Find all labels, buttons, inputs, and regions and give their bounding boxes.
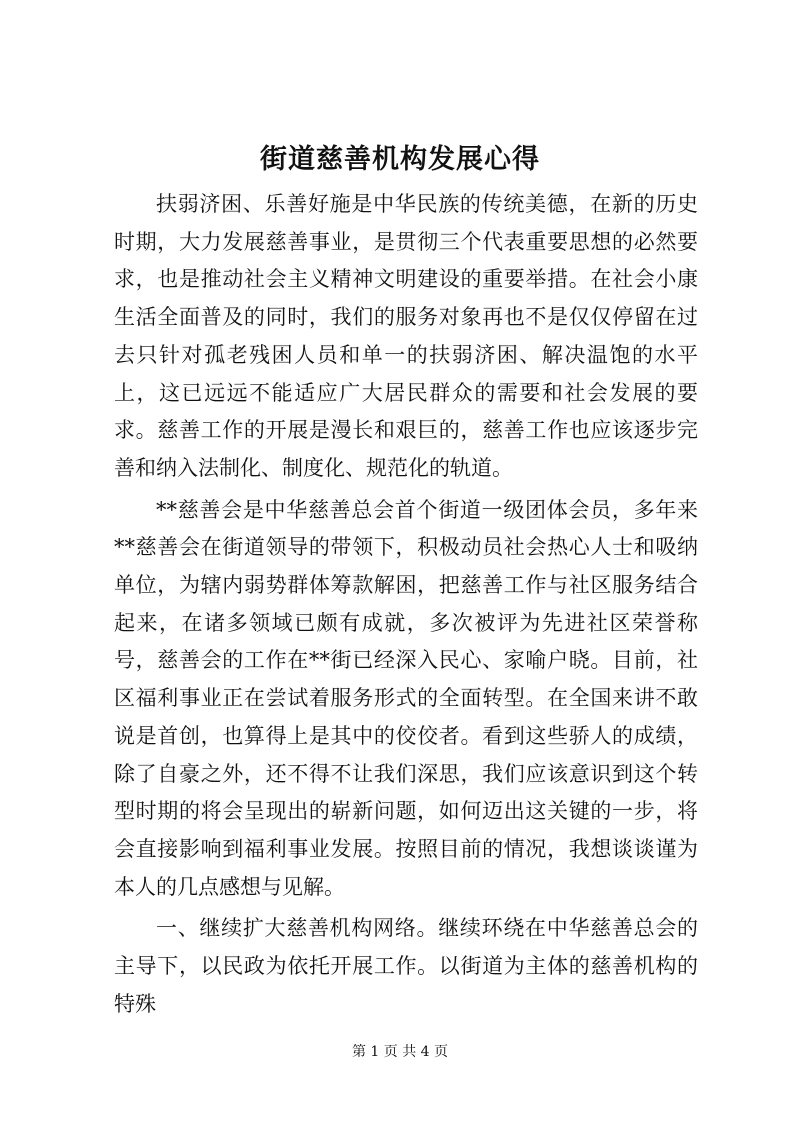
document-title: 街道慈善机构发展心得 (260, 144, 540, 175)
paragraph-2: **慈善会是中华慈善总会首个街道一级团体会员，多年来**慈善会在街道领导的带领下，积极动员社会热心人士和吸纳单位，为辖内弱势群体筹款解困，把慈善工作与社区服务结合起来，在诸多领域已颇有成就，多次被评为先进社区荣誉称号，慈善会的工作在**街已经深入民心、家喻户晓。目前，社区福利事业正在尝试着服务形式的全面转型。在全国来讲不敢说是首创，也算得上是其中的佼佼者。看到这些骄人的成绩，除了自豪之外，还不得不让我们深思，我们应该意识到这个转型时期的将会呈现出的崭新问题，如何迈出这关键的一步，将会直接影响到福利事业发展。按照目前的情况，我想谈谈谨为本人的几点感想与见解。 (114, 497, 698, 899)
page-number-footer: 第 1 页 共 4 页 (351, 1044, 449, 1060)
document-body (114, 186, 698, 1027)
paragraph-3: 一、继续扩大慈善机构网络。继续环绕在中华慈善总会的主导下，以民政为依托开展工作。以街道为主体的慈善机构的特殊 (114, 916, 698, 1016)
paragraph-1: 扶弱济困、乐善好施是中华民族的传统美德，在新的历史时期，大力发展慈善事业，是贯彻三个代表重要思想的必然要求，也是推动社会主义精神文明建设的重要举措。在社会小康生活全面普及的同时，我们的服务对象再也不是仅仅停留在过去只针对孤老残困人员和单一的扶弱济困、解决温饱的水平上，这已远远不能适应广大居民群众的需要和社会发展的要求。慈善工作的开展是漫长和艰巨的，慈善工作也应该逐步完善和纳入法制化、制度化、规范化的轨道。 (114, 192, 698, 480)
